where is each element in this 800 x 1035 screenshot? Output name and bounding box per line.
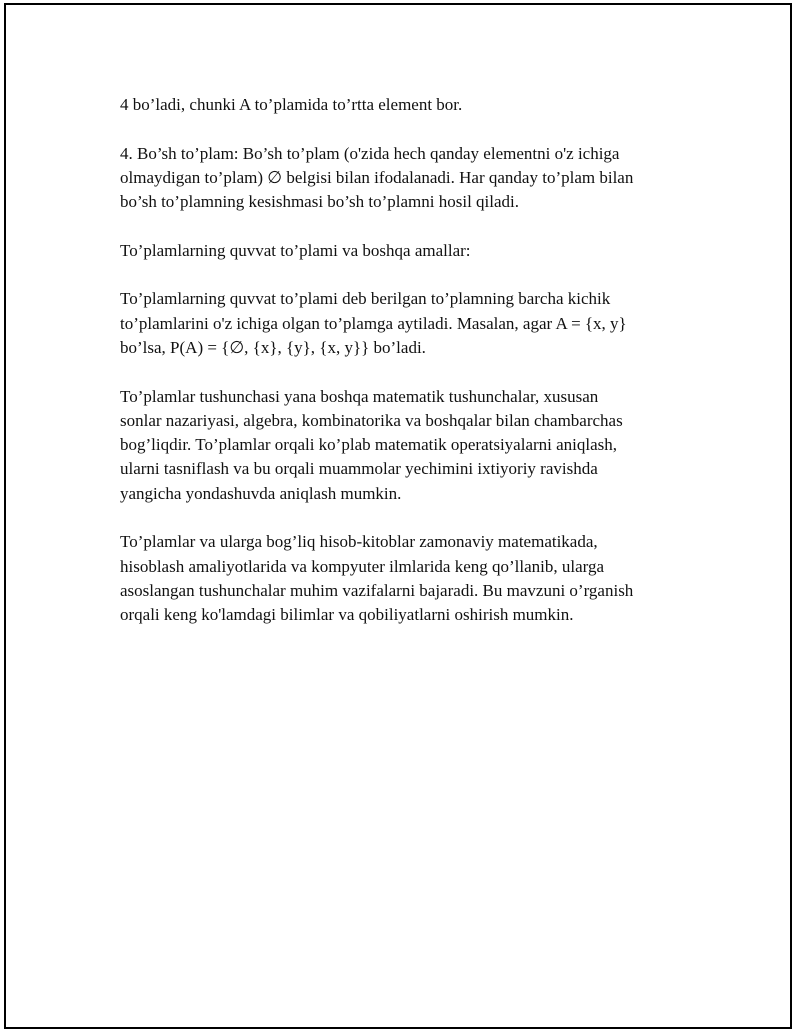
text-line: 4 bo’ladi, chunki A to’plamida to’rtta element bor.	[120, 95, 463, 114]
text-line: 4. Bo’sh to’plam: Bo’sh to’plam (o'zida hech qanday elementni o'z ichiga	[120, 143, 620, 163]
text-line: bo’lsa, P(A) = {∅, {x}, {y}, {x, y}} bo’ladi.	[120, 337, 426, 357]
document-body	[120, 93, 692, 652]
text-line: To’plamlarning quvvat to’plami va boshqa amallar:	[120, 240, 471, 260]
text-line: To’plamlar va ularga bog’liq hisob-kitoblar zamonaviy matematikada,	[120, 532, 598, 552]
section-heading	[120, 239, 692, 263]
text-line: asoslangan tushunchalar muhim vazifalarni bajaradi. Bu mavzuni o’rganish	[120, 580, 634, 600]
text-line: sonlar nazariyasi, algebra, kombinatorika va boshqalar bilan chambarchas	[120, 410, 623, 430]
document-page	[4, 3, 792, 1029]
text-line: To’plamlarning quvvat to’plami deb berilgan to’plamning barcha kichik	[120, 289, 611, 309]
text-line: bog’liqdir. To’plamlar orqali ko’plab matematik operatsiyalarni aniqlash,	[120, 435, 618, 455]
text-line: bo’sh to’plamning kesishmasi bo’sh to’plamni hosil qiladi.	[120, 192, 520, 212]
paragraph-related-concepts	[120, 385, 692, 506]
paragraph-empty-set	[120, 142, 692, 215]
paragraph-power-set	[120, 287, 692, 360]
text-line: to’plamlarini o'z ichiga olgan to’plamga aytiladi. Masalan, agar A = {x, y}	[120, 313, 627, 333]
text-line: ularni tasniflash va bu orqali muammolar yechimini ixtiyoriy ravishda	[120, 459, 598, 479]
text-line: olmaydigan to’plam) ∅ belgisi bilan ifodalanadi. Har qanday to’plam bilan	[120, 167, 634, 187]
text-line: yangicha yondashuvda aniqlash mumkin.	[120, 483, 402, 503]
text-line: orqali keng ko'lamdagi bilimlar va qobiliyatlarni oshirish mumkin.	[120, 605, 574, 625]
text-line: hisoblash amaliyotlarida va kompyuter ilmlarida keng qo’llanib, ularga	[120, 556, 605, 576]
text-line: To’plamlar tushunchasi yana boshqa matematik tushunchalar, xususan	[120, 386, 599, 406]
paragraph-continuation	[120, 93, 692, 117]
paragraph-applications	[120, 530, 692, 627]
